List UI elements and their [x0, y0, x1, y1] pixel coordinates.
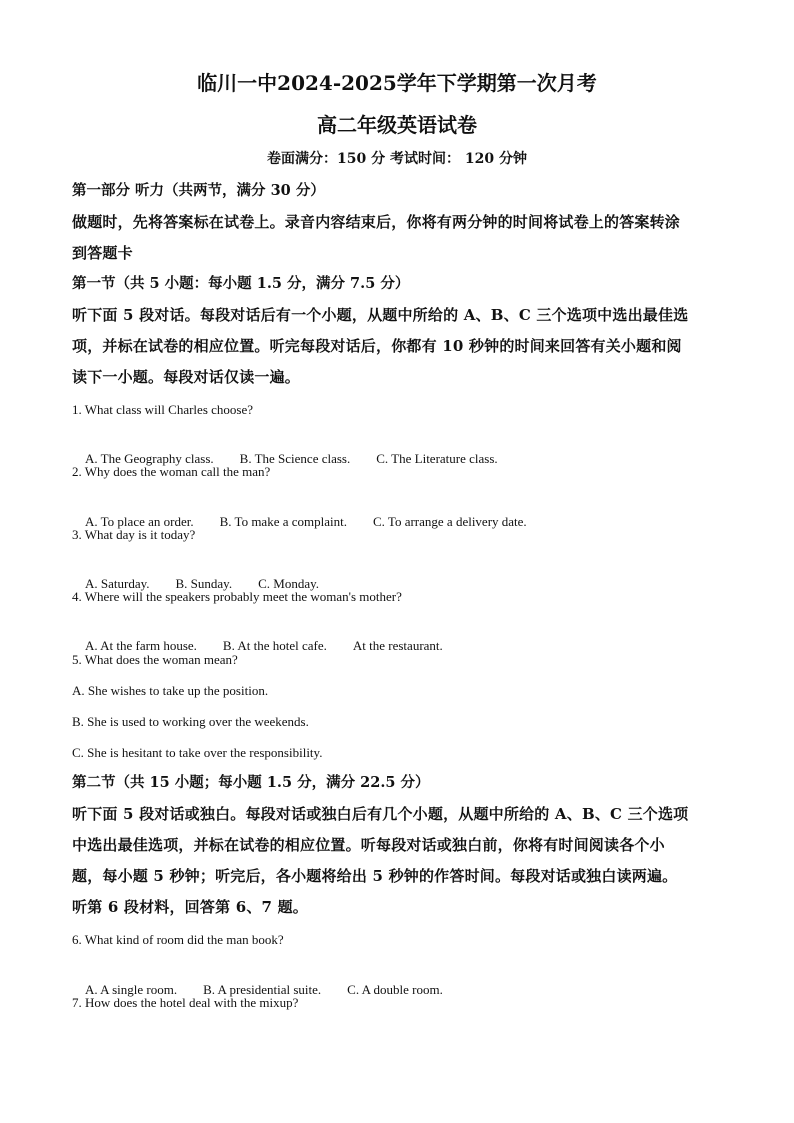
question-1: 1. What class will Charles choose? [72, 402, 253, 417]
option-c: C. To arrange a delivery date. [372, 514, 527, 529]
option-a: A. To place an order. [85, 514, 194, 529]
question-7: 7. How does the hotel deal with the mixup? [72, 995, 299, 1010]
question-5: 5. What does the woman mean? [72, 652, 238, 667]
option-b: B. The Science class. [239, 451, 351, 466]
option-b: B. To make a complaint. [219, 514, 347, 529]
option-a: A. Saturday. [85, 576, 150, 591]
section2-heading: 第二节（共 15 小题；每小题 1.5 分，满分 22.5 分） [72, 774, 430, 791]
question-3: 3. What day is it today? [72, 527, 196, 542]
section1-line1: 听下面 5 段对话。每段对话后有一个小题，从题中所给的 A、B、C 三个选项中选出最佳选 [72, 306, 689, 324]
section1-line3: 读下一小题。每段对话仅读一遍。 [72, 368, 301, 386]
option-b: B. At the hotel cafe. [222, 638, 327, 653]
option-c: C. Monday. [258, 576, 319, 591]
option-b: B. Sunday. [175, 576, 233, 591]
section1-heading: 第一节（共 5 小题：每小题 1.5 分，满分 7.5 分） [72, 275, 410, 292]
option-b: B. A presidential suite. [203, 982, 322, 997]
section2-line3: 题，每小题 5 秒钟；听完后，各小题将给出 5 秒钟的作答时间。每段对话或独白读两遍。 [72, 867, 678, 885]
part1-heading: 第一部分 听力（共两节，满分 30 分） [72, 182, 325, 199]
option-c: At the restaurant. [352, 638, 443, 653]
question-2: 2. Why does the woman call the man? [72, 464, 271, 479]
question-4: 4. Where will the speakers probably meet the woman's mother? [72, 589, 402, 604]
part1-instruction-line1: 做题时，先将答案标在试卷上。录音内容结束后，你将有两分钟的时间将试卷上的答案转涂 [72, 213, 681, 231]
question-6: 6. What kind of room did the man book? [72, 932, 284, 947]
part1-instruction-line2: 到答题卡 [72, 244, 133, 262]
question-5-option-b: B. She is used to working over the weekends. [72, 714, 309, 729]
section2-line4: 听第 6 段材料，回答第 6、7 题。 [72, 898, 309, 916]
option-c: C. A double room. [347, 982, 443, 997]
exam-subtitle: 高二年级英语试卷 [317, 113, 477, 137]
question-5-option-a: A. She wishes to take up the position. [72, 683, 269, 698]
option-a: A. A single room. [85, 982, 178, 997]
exam-meta: 卷面满分：150 分 考试时间： 120 分钟 [267, 151, 527, 167]
option-c: C. The Literature class. [376, 451, 498, 466]
exam-title: 临川一中2024-2025学年下学期第一次月考 [197, 71, 597, 95]
section1-line2: 项，并标在试卷的相应位置。听完每段对话后，你都有 10 秒钟的时间来回答有关小题和阅 [72, 337, 682, 355]
option-a: A. The Geography class. [85, 451, 214, 466]
option-a: A. At the farm house. [85, 638, 197, 653]
question-5-option-c: C. She is hesitant to take over the responsibility. [72, 745, 323, 760]
section2-line2: 中选出最佳选项，并标在试卷的相应位置。听每段对话或独白前，你将有时间阅读各个小 [72, 836, 665, 854]
section2-line1: 听下面 5 段对话或独白。每段对话或独白后有几个小题，从题中所给的 A、B、C 三个选项 [72, 805, 689, 823]
